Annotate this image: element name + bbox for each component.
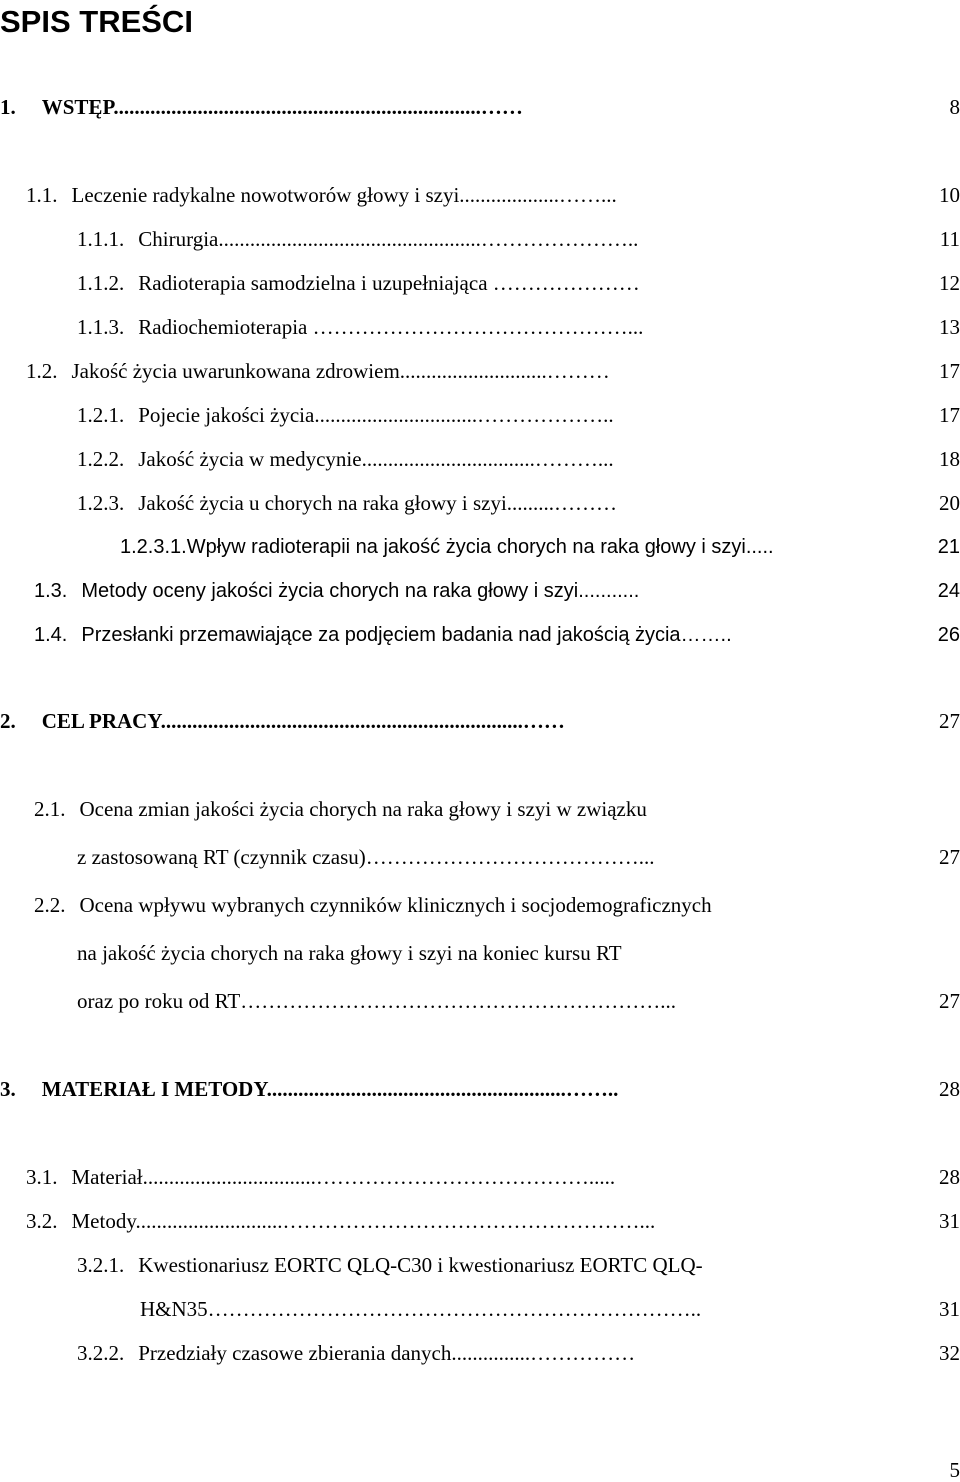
toc-page-number: 21 bbox=[937, 536, 960, 558]
toc-entry-3-2-2[interactable] bbox=[77, 1338, 635, 1368]
toc-entry-number: 1. bbox=[0, 95, 16, 119]
toc-entry-1-2-1[interactable] bbox=[77, 400, 614, 430]
toc-entry-1-1-2[interactable] bbox=[77, 268, 640, 298]
toc-entry-text: Jakość życia uwarunkowana zdrowiem............................……… bbox=[71, 359, 610, 383]
toc-entry-text: MATERIAŁ I METODY.........................................................…….. bbox=[41, 1077, 619, 1101]
toc-entry-2-2-continued[interactable] bbox=[77, 938, 622, 968]
toc-entry-1-2-3[interactable] bbox=[77, 488, 617, 518]
toc-page-number: 32 bbox=[939, 1341, 960, 1365]
toc-page-number: 27 bbox=[939, 709, 960, 733]
toc-entry-text: Radiochemioterapia ………………………………………... bbox=[138, 315, 644, 339]
toc-entry-2-2[interactable] bbox=[34, 890, 712, 920]
toc-entry-3[interactable] bbox=[0, 1074, 618, 1104]
toc-entry-1-2-2[interactable] bbox=[77, 444, 614, 474]
toc-entry-text: Kwestionariusz EORTC QLQ-C30 i kwestionariusz EORTC QLQ- bbox=[138, 1253, 703, 1277]
toc-entry-text: Pojecie jakości życia...............................……………….. bbox=[138, 403, 614, 427]
toc-entry-text: Leczenie radykalne nowotworów głowy i szyi...................……... bbox=[71, 183, 617, 207]
toc-page-number: 8 bbox=[949, 95, 960, 119]
toc-page-number: 17 bbox=[939, 359, 960, 383]
toc-entry-text: Jakość życia u chorych na raka głowy i szyi.........……… bbox=[138, 491, 618, 515]
toc-page-number: 26 bbox=[937, 624, 960, 646]
toc-entry-number: 1.2.2. bbox=[77, 447, 125, 471]
toc-entry-text: CEL PRACY.....................................................................…… bbox=[41, 709, 565, 733]
toc-page-number: 31 bbox=[939, 1297, 960, 1321]
toc-page-number: 28 bbox=[939, 1077, 960, 1101]
toc-entry-number: 2.2. bbox=[34, 893, 66, 917]
toc-entry-text: Przedziały czasowe zbierania danych...............…………… bbox=[138, 1341, 636, 1365]
toc-entry-text: Chirurgia..................................................………………….. bbox=[138, 227, 639, 251]
toc-entry-number: 1.2.1. bbox=[77, 403, 125, 427]
toc-page-number: 17 bbox=[939, 403, 960, 427]
footer-page-number: 5 bbox=[949, 1458, 960, 1482]
toc-entry-text: WSTĘP......................................................................…… bbox=[41, 95, 523, 119]
toc-entry-1-3[interactable] bbox=[34, 576, 639, 606]
toc-entry-number: 3.1. bbox=[26, 1165, 58, 1189]
toc-page-number: 20 bbox=[939, 491, 960, 515]
toc-entry-number: 1.2.3.1. bbox=[120, 536, 187, 558]
toc-title: SPIS TREŚCI bbox=[0, 4, 193, 39]
toc-entry-1-1-1[interactable] bbox=[77, 224, 638, 254]
toc-entry-number: 1.2. bbox=[26, 359, 58, 383]
toc-entry-2-1-continued[interactable] bbox=[77, 842, 655, 872]
toc-entry-number: 1.4. bbox=[34, 624, 68, 646]
toc-page-number: 28 bbox=[939, 1165, 960, 1189]
toc-entry-text: Wpływ radioterapii na jakość życia chorych na raka głowy i szyi..... bbox=[186, 536, 774, 558]
toc-entry-1[interactable] bbox=[0, 92, 523, 122]
toc-entry-text: Metody oceny jakości życia chorych na raka głowy i szyi........... bbox=[81, 580, 640, 602]
toc-entry-text: na jakość życia chorych na raka głowy i szyi na koniec kursu RT bbox=[77, 941, 622, 965]
toc-entry-2[interactable] bbox=[0, 706, 565, 736]
toc-entry-3-2[interactable] bbox=[26, 1206, 655, 1236]
toc-entry-number: 3.2.1. bbox=[77, 1253, 125, 1277]
toc-entry-text: Jakość życia w medycynie.................................………... bbox=[138, 447, 614, 471]
toc-entry-text: oraz po roku od RT……………………………………………………... bbox=[77, 989, 676, 1013]
toc-entry-3-1[interactable] bbox=[26, 1162, 615, 1192]
toc-entry-text: H&N35…………………………………………………………….. bbox=[140, 1297, 702, 1321]
toc-entry-number: 1.1.3. bbox=[77, 315, 125, 339]
toc-page-number: 27 bbox=[939, 989, 960, 1013]
toc-entry-text: Ocena zmian jakości życia chorych na raka głowy i szyi w związku bbox=[79, 797, 647, 821]
toc-entry-number: 1.1. bbox=[26, 183, 58, 207]
toc-page-number: 31 bbox=[939, 1209, 960, 1233]
toc-entry-number: 2. bbox=[0, 709, 16, 733]
toc-page-number: 13 bbox=[939, 315, 960, 339]
toc-entry-text: z zastosowaną RT (czynnik czasu)…………………………………... bbox=[77, 845, 655, 869]
toc-page-number: 12 bbox=[939, 271, 960, 295]
toc-entry-number: 1.1.1. bbox=[77, 227, 125, 251]
toc-entry-3-2-1-continued[interactable] bbox=[140, 1294, 701, 1324]
toc-page-number: 11 bbox=[939, 227, 960, 251]
toc-entry-1-2[interactable] bbox=[26, 356, 610, 386]
toc-entry-number: 3. bbox=[0, 1077, 16, 1101]
toc-entry-1-1-3[interactable] bbox=[77, 312, 643, 342]
toc-page-number: 18 bbox=[939, 447, 960, 471]
toc-entry-2-1[interactable] bbox=[34, 794, 647, 824]
toc-entry-number: 2.1. bbox=[34, 797, 66, 821]
toc-entry-number: 1.2.3. bbox=[77, 491, 125, 515]
toc-entry-text: Ocena wpływu wybranych czynników klinicznych i socjodemograficznych bbox=[79, 893, 712, 917]
toc-entry-2-2-continued-2[interactable] bbox=[77, 986, 676, 1016]
toc-entry-text: Przesłanki przemawiające za podjęciem badania nad jakością życia…….. bbox=[81, 624, 732, 646]
toc-page-number: 24 bbox=[937, 580, 960, 602]
toc-entry-1-4[interactable] bbox=[34, 620, 732, 650]
toc-entry-number: 1.3. bbox=[34, 580, 68, 602]
toc-entry-1-1[interactable] bbox=[26, 180, 617, 210]
toc-entry-text: Materiał.................................…………………………………..... bbox=[71, 1165, 616, 1189]
toc-entry-number: 1.1.2. bbox=[77, 271, 125, 295]
toc-entry-1-2-3-1[interactable] bbox=[120, 532, 774, 562]
toc-page-number: 27 bbox=[939, 845, 960, 869]
toc-entry-number: 3.2.2. bbox=[77, 1341, 125, 1365]
toc-entry-text: Metody............................……………………………………………... bbox=[71, 1209, 656, 1233]
toc-entry-number: 3.2. bbox=[26, 1209, 58, 1233]
toc-entry-text: Radioterapia samodzielna i uzupełniająca ………………… bbox=[138, 271, 640, 295]
toc-entry-3-2-1[interactable] bbox=[77, 1250, 703, 1280]
toc-page-number: 10 bbox=[939, 183, 960, 207]
